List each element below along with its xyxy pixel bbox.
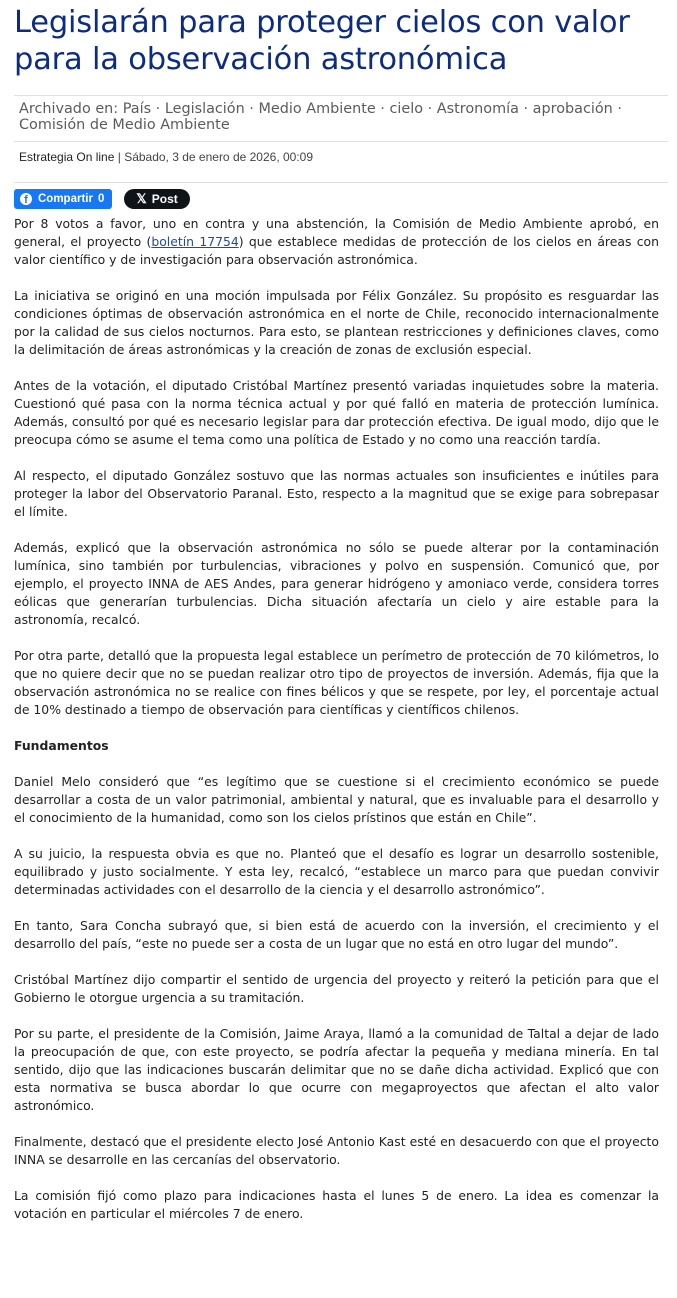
paragraph: Cristóbal Martínez dijo compartir el sentido de urgencia del proyecto y reiteró la petición para que el Gobierno le otorgue urgencia a su tramitación.: [14, 972, 659, 1005]
tag-separator: ·: [375, 101, 390, 117]
tag-link[interactable]: Medio Ambiente: [258, 101, 376, 117]
paragraph: Por su parte, el presidente de la Comisión, Jaime Araya, llamó a la comunidad de Taltal a dejar de lado la preocupación de que, con este proyecto, se podría afectar la pequeña y mediana minería. En tal sentido, dijo que las indicaciones buscarán delimitar que no se dañe dicha actividad. Explicó que con esta normativa se busca abordar lo que ocurre con megaproyectos que afectan el alto valor astronómico.: [14, 1026, 659, 1113]
paragraph: Finalmente, destacó que el presidente electo José Antonio Kast esté en desacuerdo con que el proyecto INNA se desarrolle en las cercanías del observatorio.: [14, 1134, 659, 1167]
paragraph: Daniel Melo consideró que “es legítimo que se cuestione si el crecimiento económico se puede desarrollar a costa de un valor patrimonial, ambiental y natural, que es invaluable para el desarrollo y el conocimiento de la humanidad, como son los cielos prístinos que están en Chile”.: [14, 774, 659, 825]
paragraph-text: Por 8 votos a favor, uno en contra y una abstención, la Comisión de Medio Ambiente aprobó, en general, el proyecto (: [14, 216, 659, 249]
article-headline: Legislarán para proteger cielos con valor para la observación astronómica: [14, 5, 630, 77]
tag-link[interactable]: Astronomía: [436, 101, 519, 117]
paragraph: La iniciativa se originó en una moción impulsada por Félix González. Su propósito es resguardar las condiciones óptimas de observación astronómica en el norte de Chile, reconocido internacionalmente por la calidad de sus cielos nocturnos. Para esto, se plantean restricciones y definiciones claves, como la delimitación de áreas astronómicas y la creación de zonas de exclusión especial.: [14, 288, 659, 357]
divider-bottom: [14, 182, 668, 183]
byline: [19, 150, 313, 164]
paragraph: Al respecto, el diputado González sostuvo que las normas actuales son insuficientes e inútiles para proteger la labor del Observatorio Paranal. Esto, respecto a la magnitud que se exige para sobrepasar el límite.: [14, 468, 659, 519]
paragraph: En tanto, Sara Concha subrayó que, si bien está de acuerdo con la inversión, el crecimiento y el desarrollo del país, “este no puede ser a costa de un lugar que no está en otro lugar del mundo”.: [14, 918, 659, 951]
divider-middle: [14, 141, 668, 142]
facebook-share-button[interactable]: [14, 189, 112, 209]
tag-link[interactable]: aprobación: [532, 101, 613, 117]
tag-link[interactable]: País: [122, 101, 152, 117]
tag-separator: ·: [244, 101, 259, 117]
paragraph: La comisión fijó como plazo para indicaciones hasta el lunes 5 de enero. La idea es comenzar la votación en particular el miércoles 7 de enero.: [14, 1188, 659, 1221]
facebook-share-count: 0: [97, 193, 105, 205]
x-post-button[interactable]: [124, 189, 190, 209]
paragraph: Por otra parte, detalló que la propuesta legal establece un perímetro de protección de 70 kilómetros, lo que no quiere decir que no se puedan realizar otro tipo de proyectos de inversión. Además, fija que la observación astronómica no se realice con fines bélicos y que se respete, por ley, el porcentaje actual de 10% destinado a tiempo de observación para científicas y científicos chilenos.: [14, 648, 659, 717]
byline-author: Estrategia On line: [19, 150, 115, 164]
tag-link[interactable]: Comisión de Medio Ambiente: [19, 117, 230, 133]
paragraph: A su juicio, la respuesta obvia es que no. Planteó que el desafío es lograr un desarrollo sostenible, equilibrado y justo socialmente. Y esta ley, recalcó, “establece un marco para que puedan convivir determinadas actividades con el desarrollo de la ciencia y el desarrollo astronómico”.: [14, 846, 659, 897]
facebook-icon: f: [20, 193, 32, 205]
paragraph: Antes de la votación, el diputado Cristóbal Martínez presentó variadas inquietudes sobre la materia. Cuestionó qué pasa con la norma técnica actual y por qué falló en materia de protección lumínica. Además, consultó por qué es necesario legislar para dar protección efectiva. De igual modo, dijo que le preocupa cómo se asume el tema como una política de Estado y no como una reacción tardía.: [14, 378, 659, 447]
divider-top: [14, 95, 668, 96]
tag-separator: ·: [151, 101, 165, 117]
tag-separator: ·: [612, 101, 622, 117]
paragraph-text: ) que establece medidas de protección de los cielos en áreas con valor científico y de investigación para observación astronómica.: [14, 234, 659, 267]
tags-prefix: Archivado en:: [19, 101, 123, 117]
tag-separator: ·: [518, 101, 533, 117]
x-logo-icon: 𝕏: [136, 191, 147, 206]
paragraph: Además, explicó que la observación astronómica no sólo se puede alterar por la contaminación lumínica, sino también por turbulencias, vibraciones y polvo en suspensión. Comunicó que, por ejemplo, el proyecto INNA de AES Andes, para generar hidrógeno y amoniaco verde, considera torres eólicas que generarían turbulencias. Dicha situación afectaría un cielo y aire estable para la astronomía, recalcó.: [14, 540, 659, 627]
bulletin-link[interactable]: boletín 17754: [151, 234, 239, 249]
article-body: [14, 215, 659, 1241]
facebook-share-label: Compartir: [38, 193, 93, 205]
tag-separator: ·: [423, 101, 437, 117]
paragraph: [14, 215, 659, 269]
x-post-label: Post: [151, 192, 178, 206]
tag-link[interactable]: cielo: [389, 101, 424, 117]
tags-list: [19, 101, 664, 133]
section-heading: Fundamentos: [14, 738, 109, 753]
tag-link[interactable]: Legislación: [164, 101, 245, 117]
byline-separator: |: [114, 150, 125, 164]
byline-date: Sábado, 3 de enero de 2026, 00:09: [124, 150, 314, 164]
